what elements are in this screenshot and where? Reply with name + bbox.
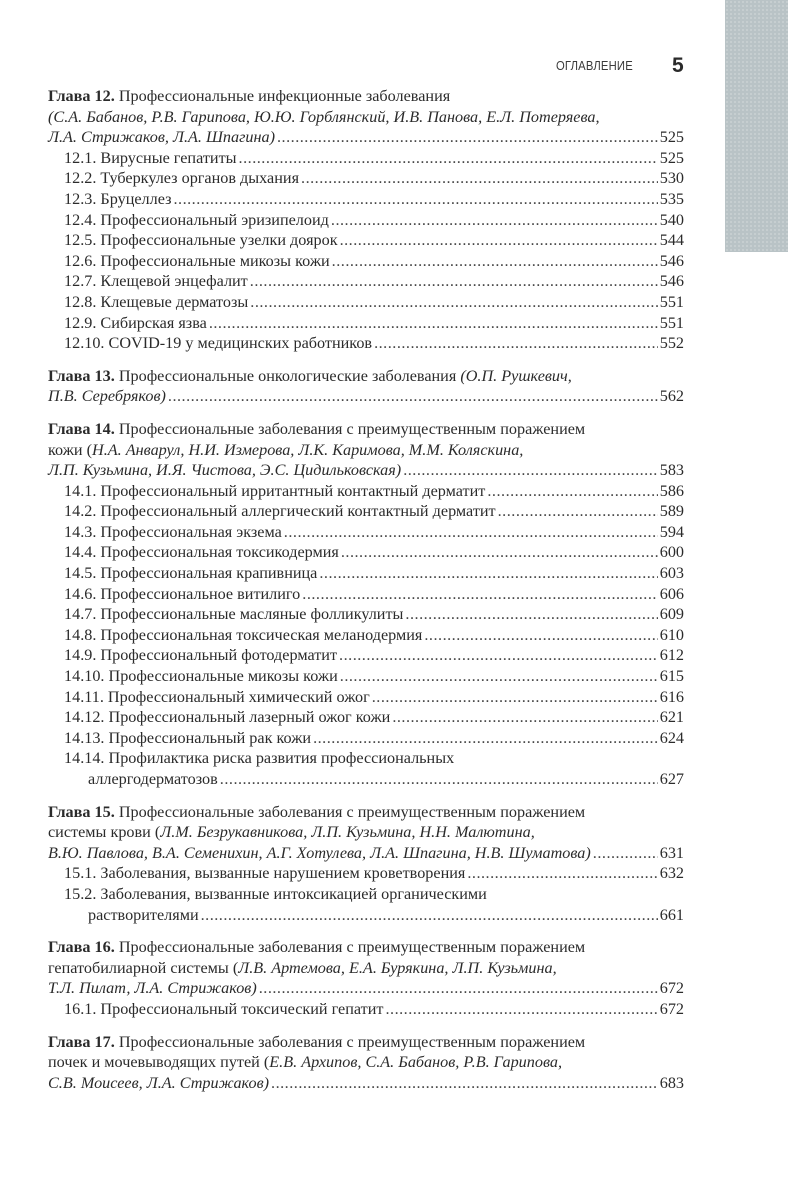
section-title: Профессиональное витилиго xyxy=(100,584,301,603)
toc-entry[interactable] xyxy=(64,687,684,708)
chapter-entry-line[interactable] xyxy=(48,1073,684,1094)
chapter-authors-end: П.В. Серебряков) xyxy=(48,387,166,406)
dot-leader xyxy=(424,625,657,646)
dot-leader xyxy=(271,1073,658,1094)
thumb-index-tab xyxy=(725,0,788,252)
section-number: 14.12. xyxy=(64,708,105,727)
toc-entry[interactable] xyxy=(64,728,684,749)
page-ref: 552 xyxy=(659,334,684,353)
section-title: Заболевания, вызванные нарушением кроветворения xyxy=(100,864,466,883)
page-ref: 621 xyxy=(659,708,684,727)
section-number: 14.3. xyxy=(64,522,97,541)
section-title: Профессиональный ирритантный контактный дерматит xyxy=(100,481,486,500)
section-title-cont: аллергодерматозов xyxy=(88,770,218,788)
toc-entry[interactable] xyxy=(64,481,684,502)
chapter-authors-end: Т.Л. Пилат, Л.А. Стрижаков) xyxy=(48,979,257,998)
section-title: Профессиональная токсическая меланодермия xyxy=(100,625,423,644)
chapter-title-cont: кожи ( xyxy=(48,440,93,459)
dot-leader xyxy=(239,148,658,169)
section-number: 14.8. xyxy=(64,625,97,644)
chapter-authors-end: С.В. Моисеев, Л.А. Стрижаков) xyxy=(48,1073,270,1092)
dot-leader xyxy=(284,522,658,543)
section-number: 14.10. xyxy=(64,667,105,686)
section-number: 12.9. xyxy=(64,313,97,332)
dot-leader xyxy=(209,313,658,334)
dot-leader xyxy=(168,386,658,407)
toc-entry[interactable] xyxy=(64,542,684,563)
chapter-heading xyxy=(48,802,684,823)
page-ref: 562 xyxy=(659,387,684,406)
dot-leader xyxy=(498,501,658,522)
section-number: 12.7. xyxy=(64,272,97,291)
dot-leader xyxy=(403,460,658,481)
toc-entry[interactable] xyxy=(64,271,684,292)
section-number: 15.1. xyxy=(64,864,97,883)
chapter-heading xyxy=(48,366,684,387)
dot-leader xyxy=(340,230,658,251)
chapter-title: Профессиональные заболевания с преимущественным поражением xyxy=(118,802,586,821)
chapter-authors: (О.П. Рушкевич, xyxy=(460,366,572,385)
page-ref: 551 xyxy=(659,313,684,332)
chapter-entry-line[interactable] xyxy=(48,978,684,999)
toc-entry[interactable] xyxy=(64,604,684,625)
chapter-authors: Л.В. Артемова, Е.А. Бурякина, Л.П. Кузьмина, xyxy=(238,958,557,977)
section-number: 15.2. xyxy=(64,884,97,903)
section-number: 12.2. xyxy=(64,169,97,188)
toc-entry[interactable] xyxy=(64,210,684,231)
chapter-entry-line[interactable] xyxy=(48,843,684,864)
section-number: 12.3. xyxy=(64,189,97,208)
toc-entry[interactable] xyxy=(64,501,684,522)
toc-entry[interactable] xyxy=(64,230,684,251)
section-number: 12.10. xyxy=(64,334,105,353)
section-list xyxy=(48,863,684,925)
chapter-12 xyxy=(48,86,684,354)
page-ref: 540 xyxy=(659,210,684,229)
dot-leader xyxy=(340,666,658,687)
chapter-heading-cont xyxy=(48,958,684,979)
page-ref: 546 xyxy=(659,272,684,291)
page-ref: 606 xyxy=(659,584,684,603)
chapter-title: Профессиональные заболевания с преимущественным поражением xyxy=(118,1032,586,1051)
chapter-label: Глава 13. xyxy=(48,366,115,385)
section-title: Профессиональный эризипелоид xyxy=(100,210,329,229)
section-title: Сибирская язва xyxy=(100,313,207,332)
chapter-label: Глава 16. xyxy=(48,938,115,957)
chapter-entry-line[interactable] xyxy=(48,127,684,148)
page-ref: 624 xyxy=(659,728,684,747)
toc-entry[interactable] xyxy=(64,251,684,272)
section-title: Заболевания, вызванные интоксикацией органическими xyxy=(100,884,487,903)
dot-leader xyxy=(277,127,658,148)
chapter-13 xyxy=(48,366,684,407)
section-title: COVID-19 у медицинских работников xyxy=(108,334,373,353)
chapter-16 xyxy=(48,937,684,1019)
section-list xyxy=(48,148,684,354)
section-list xyxy=(48,999,684,1020)
page-ref: 612 xyxy=(659,646,684,665)
page-ref: 627 xyxy=(659,770,684,788)
page-ref: 594 xyxy=(659,522,684,541)
dot-leader xyxy=(341,542,658,563)
chapter-title: Профессиональные онкологические заболевания xyxy=(118,366,457,385)
section-title: Профессиональные узелки доярок xyxy=(100,231,338,250)
section-number: 14.5. xyxy=(64,564,97,583)
section-number: 12.4. xyxy=(64,210,97,229)
chapter-heading-cont xyxy=(48,440,684,461)
page-ref: 525 xyxy=(659,128,684,147)
chapter-label: Глава 12. xyxy=(48,87,115,105)
page-ref: 551 xyxy=(659,292,684,311)
page-ref: 600 xyxy=(659,543,684,562)
dot-leader xyxy=(302,584,657,605)
page-ref: 583 xyxy=(659,461,684,480)
dot-leader xyxy=(385,999,657,1020)
chapter-title-cont: почек и мочевыводящих путей ( xyxy=(48,1053,270,1072)
section-title: Профилактика риска развития профессиональных xyxy=(108,749,455,768)
dot-leader xyxy=(593,843,658,864)
toc-entry[interactable] xyxy=(64,522,684,543)
page-ref: 535 xyxy=(659,189,684,208)
section-number: 12.1. xyxy=(64,148,97,167)
chapter-title: Профессиональные заболевания с преимущественным поражением xyxy=(118,938,586,957)
chapter-label: Глава 17. xyxy=(48,1032,115,1051)
section-title: Профессиональный фотодерматит xyxy=(100,646,338,665)
toc-entry[interactable] xyxy=(64,313,684,334)
section-number: 12.6. xyxy=(64,251,97,270)
page-ref: 631 xyxy=(659,843,684,862)
section-number: 14.2. xyxy=(64,502,97,521)
toc-entry[interactable] xyxy=(64,999,684,1020)
section-number: 14.11. xyxy=(64,687,104,706)
dot-leader xyxy=(220,769,658,790)
page-ref: 616 xyxy=(659,687,684,706)
page-ref: 609 xyxy=(659,605,684,624)
dot-leader xyxy=(392,707,657,728)
page-ref: 603 xyxy=(659,564,684,583)
page-ref: 632 xyxy=(659,864,684,883)
chapter-heading xyxy=(48,937,684,958)
chapter-authors: Е.В. Архипов, С.А. Бабанов, Р.В. Гарипова, xyxy=(269,1053,563,1072)
toc-entry[interactable] xyxy=(64,666,684,687)
section-title: Клещевой энцефалит xyxy=(100,272,248,291)
chapter-17 xyxy=(48,1032,684,1094)
toc-entry[interactable] xyxy=(64,625,684,646)
chapter-14 xyxy=(48,419,684,790)
section-title: Профессиональный аллергический контактный дерматит xyxy=(100,502,496,521)
section-title: Профессиональный рак кожи xyxy=(108,728,312,747)
toc-entry-multiline[interactable] xyxy=(64,884,684,925)
chapter-entry-line[interactable] xyxy=(48,460,684,481)
chapter-authors: Н.А. Анварул, Н.И. Измерова, Л.К. Каримова, М.М. Коляскина, xyxy=(92,440,524,459)
dot-leader xyxy=(250,292,657,313)
chapter-heading-cont xyxy=(48,822,684,843)
chapter-authors-end: Л.П. Кузьмина, И.Я. Чистова, Э.С. Цидильковская) xyxy=(48,461,402,480)
running-head xyxy=(0,54,700,79)
section-number: 14.13. xyxy=(64,728,105,747)
chapter-heading xyxy=(48,419,684,440)
toc-entry[interactable] xyxy=(64,168,684,189)
page-ref: 530 xyxy=(659,169,684,188)
chapter-heading xyxy=(48,86,684,107)
page-ref: 683 xyxy=(659,1073,684,1092)
dot-leader xyxy=(313,728,658,749)
page-number: 5 xyxy=(672,54,684,77)
toc-entry[interactable] xyxy=(64,645,684,666)
dot-leader xyxy=(259,978,658,999)
page-ref: 586 xyxy=(659,481,684,500)
section-title: Профессиональная экзема xyxy=(100,522,282,541)
dot-leader xyxy=(250,271,658,292)
section-title: Профессиональный химический ожог xyxy=(107,687,370,706)
dot-leader xyxy=(374,333,658,354)
chapter-entry-line[interactable] xyxy=(48,386,684,407)
section-number: 14.9. xyxy=(64,646,97,665)
chapter-title-cont: системы крови ( xyxy=(48,823,161,842)
dot-leader xyxy=(332,251,658,272)
dot-leader xyxy=(331,210,658,231)
dot-leader xyxy=(301,168,658,189)
dot-leader xyxy=(405,604,657,625)
section-title: Вирусные гепатиты xyxy=(100,148,237,167)
section-number: 14.6. xyxy=(64,584,97,603)
section-number: 14.7. xyxy=(64,605,97,624)
page-ref: 546 xyxy=(659,251,684,270)
section-title: Профессиональный токсический гепатит xyxy=(100,999,384,1018)
page-ref: 672 xyxy=(659,999,684,1018)
section-title: Профессиональная крапивница xyxy=(100,564,318,583)
dot-leader xyxy=(487,481,657,502)
section-number: 14.1. xyxy=(64,481,97,500)
chapter-15 xyxy=(48,802,684,926)
toc-entry[interactable] xyxy=(64,563,684,584)
dot-leader xyxy=(173,189,657,210)
section-number: 12.8. xyxy=(64,292,97,311)
page-ref: 544 xyxy=(659,231,684,250)
section-title: Профессиональная токсикодермия xyxy=(100,543,339,562)
chapter-authors: (С.А. Бабанов, Р.В. Гарипова, Ю.Ю. Горблянский, И.В. Панова, Е.Л. Потеряева, xyxy=(48,107,600,126)
page-ref: 615 xyxy=(659,667,684,686)
chapter-authors-end: Л.А. Стрижаков, Л.А. Шпагина) xyxy=(48,128,275,147)
section-title: Клещевые дерматозы xyxy=(100,292,249,311)
section-number: 12.5. xyxy=(64,231,97,250)
dot-leader xyxy=(319,563,657,584)
toc-entry[interactable] xyxy=(64,148,684,169)
page-ref: 610 xyxy=(659,625,684,644)
chapter-heading xyxy=(48,1032,684,1053)
dot-leader xyxy=(201,905,658,926)
section-title: Профессиональные масляные фолликулиты xyxy=(100,605,404,624)
chapter-authors: Л.М. Безрукавникова, Л.П. Кузьмина, Н.Н. Малютина, xyxy=(160,823,535,842)
toc-entry[interactable] xyxy=(64,584,684,605)
section-title: Профессиональные микозы кожи xyxy=(108,667,338,686)
toc-entry[interactable] xyxy=(64,707,684,728)
section-number: 14.14. xyxy=(64,749,105,768)
chapter-authors-end: В.Ю. Павлова, В.А. Семенихин, А.Г. Хотулева, Л.А. Шпагина, Н.В. Шуматова) xyxy=(48,843,591,862)
section-title-cont: растворителями xyxy=(88,905,199,924)
toc-entry[interactable] xyxy=(64,863,684,884)
running-head-title: ОГЛАВЛЕНИЕ xyxy=(556,59,633,73)
section-title: Профессиональные микозы кожи xyxy=(100,251,330,270)
chapter-title: Профессиональные инфекционные заболевания xyxy=(118,87,451,105)
toc-entry[interactable] xyxy=(64,292,684,313)
chapter-title-cont: гепатобилиарной системы ( xyxy=(48,958,239,977)
section-title: Туберкулез органов дыхания xyxy=(100,169,300,188)
toc-entry[interactable] xyxy=(64,333,684,354)
chapter-title: Профессиональные заболевания с преимущественным поражением xyxy=(118,419,586,438)
dot-leader xyxy=(372,687,658,708)
chapter-label: Глава 15. xyxy=(48,802,115,821)
section-title: Бруцеллез xyxy=(100,189,172,208)
section-title: Профессиональный лазерный ожог кожи xyxy=(108,708,391,727)
chapter-label: Глава 14. xyxy=(48,419,115,438)
page-ref: 672 xyxy=(659,979,684,998)
section-number: 14.4. xyxy=(64,543,97,562)
page-ref: 661 xyxy=(659,905,684,924)
dot-leader xyxy=(467,863,657,884)
page-ref: 525 xyxy=(659,148,684,167)
toc-entry-multiline[interactable] xyxy=(64,748,684,789)
table-of-contents xyxy=(48,86,684,1099)
toc-entry[interactable] xyxy=(64,189,684,210)
chapter-heading-cont xyxy=(48,1052,684,1073)
page-ref: 589 xyxy=(659,502,684,521)
dot-leader xyxy=(339,645,658,666)
section-list xyxy=(48,481,684,790)
section-number: 16.1. xyxy=(64,999,97,1018)
